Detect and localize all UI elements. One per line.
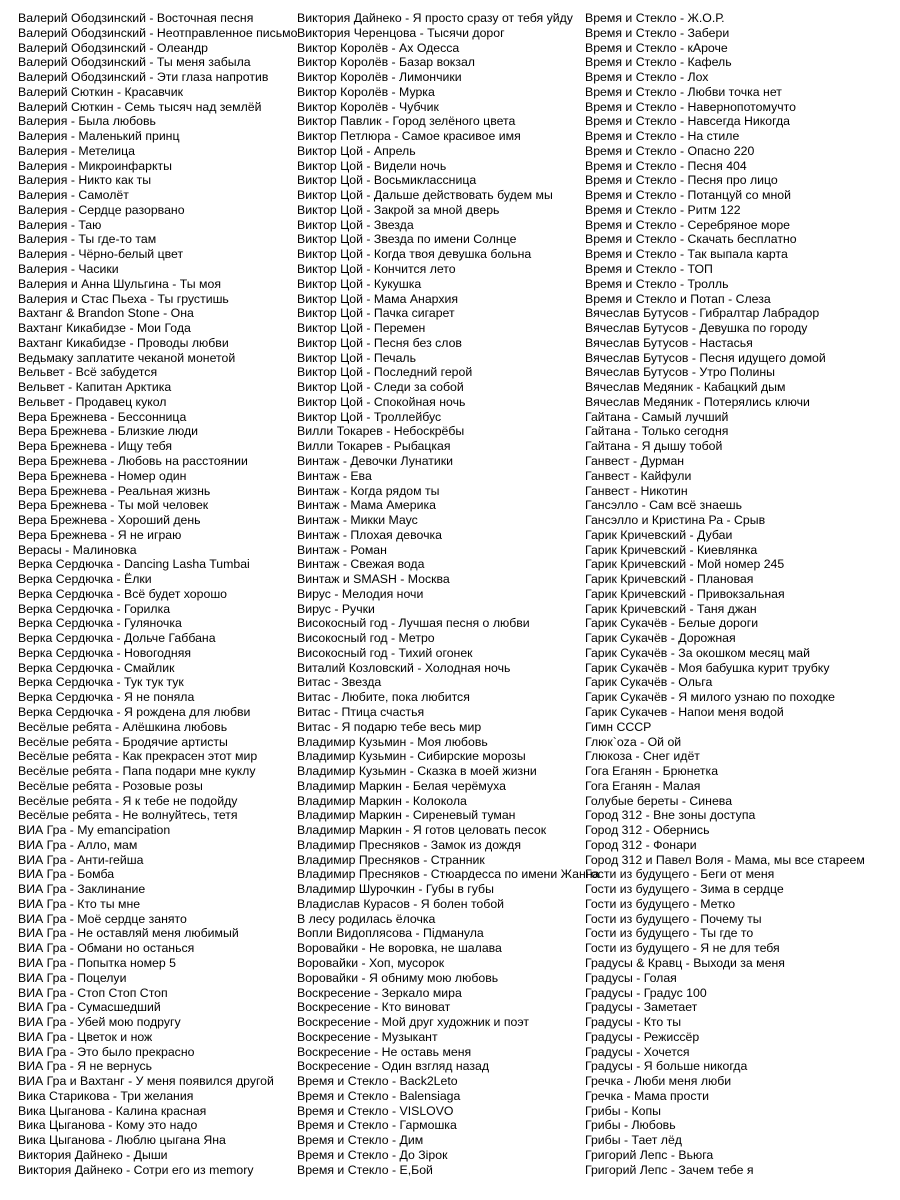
song-entry: Вопли Видоплясова - Пiдманула xyxy=(297,926,484,941)
song-entry: Весёлые ребята - Алёшкина любовь xyxy=(18,719,228,734)
song-entry: Время и Стекло - Кафель xyxy=(585,55,732,70)
song-entry: ВИА Гра - Поцелуи xyxy=(18,970,127,985)
song-entry: Виктор Цой - Следи за собой xyxy=(297,380,464,395)
song-entry: Валерия - Никто как ты xyxy=(18,173,152,188)
song-entry: Вельвет - Всё забудется xyxy=(18,365,158,380)
song-entry: Валерия и Стас Пьеха - Ты грустишь xyxy=(18,291,229,306)
song-entry: Вячеслав Бутусов - Утро Полины xyxy=(585,365,776,380)
song-entry: Вика Цыганова - Калина красная xyxy=(18,1103,207,1118)
song-entry: Виктор Цой - Восьмиклассница xyxy=(297,173,477,188)
song-entry: Гости из будущего - Ты где то xyxy=(585,926,754,941)
song-entry: Вельвет - Продавец кукол xyxy=(18,394,167,409)
song-entry: ВИА Гра - Кто ты мне xyxy=(18,896,141,911)
song-entry: Градусы - Хочется xyxy=(585,1044,690,1059)
song-entry: Воровайки - Хоп, мусорок xyxy=(297,956,445,970)
song-entry: Вахтанг Кикабидзе - Мои Года xyxy=(18,321,191,336)
song-entry: Время и Стекло - ТОП xyxy=(585,262,713,277)
song-entry: Вера Брежнева - Ты мой человек xyxy=(18,498,209,513)
song-entry: Владимир Пресняков - Странник xyxy=(297,852,485,867)
song-entry: ВИА Гра - Это было прекрасно xyxy=(18,1044,195,1059)
song-entry: Витас - Любите, пока любится xyxy=(297,690,470,705)
song-entry: Виктор Цой - Троллейбус xyxy=(297,409,442,424)
song-entry: Время и Стекло - Навернопотомучто xyxy=(585,99,796,114)
song-entry: Вячеслав Бутусов - Гибралтар Лабрадор xyxy=(585,306,820,321)
song-entry: Вера Брежнева - Близкие люди xyxy=(18,424,199,439)
song-entry: Время и Стекло - Серебряное море xyxy=(585,217,791,232)
song-entry: Гарик Сукачёв - Дорожная xyxy=(585,631,736,646)
song-entry: Вахтанг Кикабидзе - Проводы любви xyxy=(18,335,229,350)
song-column-1 xyxy=(18,11,303,1177)
song-entry: Винтаж и SMASH - Москва xyxy=(297,572,450,587)
song-entry: Градусы - Кто ты xyxy=(585,1015,682,1030)
song-entry: Гарик Сукачёв - Я милого узнаю по походке xyxy=(585,690,835,705)
song-entry: Виктория Черенцова - Тысячи дорог xyxy=(297,25,505,40)
song-entry: Воскресение - Зеркало мира xyxy=(297,985,462,1000)
song-entry: Градусы - Режиссёр xyxy=(585,1029,700,1044)
song-entry: Гайтана - Только сегодня xyxy=(585,424,729,439)
song-entry: Виктор Королёв - Лимончики xyxy=(297,70,462,85)
song-entry: Владимир Маркин - Белая черёмуха xyxy=(297,778,506,793)
song-entry: Валерия - Часики xyxy=(18,262,119,277)
song-entry: Виктор Цой - Звезда xyxy=(297,217,414,232)
song-entry: Виктор Цой - Песня без слов xyxy=(297,335,462,350)
song-entry: Градусы & Кравц - Выходи за меня xyxy=(585,956,785,970)
song-entry: Гайтана - Самый лучший xyxy=(585,409,729,424)
song-entry: Воровайки - Не воровка, не шалава xyxy=(297,941,502,956)
song-entry: Вилли Токарев - Рыбацкая xyxy=(297,439,451,454)
song-entry: Вера Брежнева - Бессонница xyxy=(18,409,187,424)
song-entry: Ведьмаку заплатите чеканой монетой xyxy=(18,350,236,365)
song-entry: Весёлые ребята - Как прекрасен этот мир xyxy=(18,749,258,764)
song-entry: ВИА Гра и Вахтанг - У меня появился другой xyxy=(18,1074,274,1089)
song-entry: Вячеслав Бутусов - Девушка по городу xyxy=(585,321,808,336)
song-entry: Город 312 - Обернись xyxy=(585,823,710,838)
song-entry: Время и Стекло - кАроче xyxy=(585,40,728,55)
song-entry: Гречка - Люби меня люби xyxy=(585,1074,732,1089)
song-entry: Виктор Цой - Кукушка xyxy=(297,276,422,291)
song-entry: Время и Стекло - Скачать бесплатно xyxy=(585,232,797,247)
song-entry: Валерия - Самолёт xyxy=(18,188,129,203)
song-entry: Время и Стекло - Опасно 220 xyxy=(585,143,755,158)
song-entry: Грибы - Любовь xyxy=(585,1118,676,1133)
song-entry: Вельвет - Капитан Арктика xyxy=(18,380,172,395)
song-entry: ВИА Гра - Стоп Стоп Стоп xyxy=(18,985,168,1000)
song-entry: Грибы - Тает лёд xyxy=(585,1133,682,1148)
song-entry: Владимир Кузьмин - Сибирские морозы xyxy=(297,749,526,764)
song-entry: Вахтанг & Brandon Stone - Она xyxy=(18,306,194,321)
song-entry: Весёлые ребята - Розовые розы xyxy=(18,778,203,793)
song-entry: Вера Брежнева - Ищу тебя xyxy=(18,439,173,454)
song-entry: Валерий Ободзинский - Олеандр xyxy=(18,40,208,55)
song-entry: Виктор Цой - Спокойная ночь xyxy=(297,394,466,409)
song-entry: Верка Сердючка - Смайлик xyxy=(18,660,175,675)
song-entry: Виктор Цой - Звезда по имени Солнце xyxy=(297,232,517,247)
song-entry: Гайтана - Я дышу тобой xyxy=(585,439,723,454)
song-entry: ВИА Гра - Попытка номер 5 xyxy=(18,956,176,970)
song-entry: Ганвест - Кайфули xyxy=(585,468,692,483)
song-entry: Високосный год - Метро xyxy=(297,631,435,646)
song-entry: Голубые береты - Синева xyxy=(585,793,733,808)
song-entry: Владимир Маркин - Сиреневый туман xyxy=(297,808,516,823)
song-entry: Виктор Королёв - Мурка xyxy=(297,84,435,99)
song-entry: Вика Цыганова - Люблю цыгана Яна xyxy=(18,1133,226,1148)
song-entry: Весёлые ребята - Бродячие артисты xyxy=(18,734,228,749)
song-entry: Время и Стекло - Песня про лицо xyxy=(585,173,778,188)
song-column-3 xyxy=(585,11,897,1177)
song-entry: Гости из будущего - Почему ты xyxy=(585,911,762,926)
song-entry: Виктор Цой - Последний герой xyxy=(297,365,473,380)
song-entry: Вирус - Ручки xyxy=(297,601,375,616)
song-entry: Верка Сердючка - Горилка xyxy=(18,601,171,616)
song-entry: Верка Сердючка - Новогодняя xyxy=(18,645,192,660)
song-entry: ВИА Гра - Я не вернусь xyxy=(18,1059,153,1074)
song-entry: Виктор Цой - Видели ночь xyxy=(297,158,447,173)
song-entry: Время и Стекло - Потанцуй со мной xyxy=(585,188,792,203)
song-entry: Виктор Королёв - Ах Одесса xyxy=(297,40,460,55)
song-entry: Гога Еганян - Брюнетка xyxy=(585,764,719,779)
song-entry: Виктор Цой - Апрель xyxy=(297,143,416,158)
song-entry: Гарик Кричевский - Дубаи xyxy=(585,527,733,542)
song-entry: Вячеслав Медяник - Кабацкий дым xyxy=(585,380,786,395)
song-entry: Виктор Королёв - Базар вокзал xyxy=(297,55,475,70)
song-entry: Валерия - Маленький принц xyxy=(18,129,180,144)
song-entry: Високосный год - Лучшая песня о любви xyxy=(297,616,530,631)
song-entry: Гарик Сукачёв - Белые дороги xyxy=(585,616,759,631)
song-entry: ВИА Гра - Не оставляй меня любимый xyxy=(18,926,239,941)
song-entry: Гансэлло - Сам всё знаешь xyxy=(585,498,743,513)
song-entry: Виктория Дайнеко - Сотри его из memory xyxy=(18,1162,254,1177)
song-entry: Весёлые ребята - Я к тебе не подойду xyxy=(18,793,238,808)
song-entry: Валерия - Таю xyxy=(18,217,102,232)
song-entry: Гарик Кричевский - Плановая xyxy=(585,572,754,587)
song-entry: Воскресение - Кто виноват xyxy=(297,1000,451,1015)
song-entry: Гансэлло и Кристина Ра - Срыв xyxy=(585,513,766,528)
song-entry: ВИА Гра - Моё сердце занято xyxy=(18,911,187,926)
song-entry: ВИА Гра - Сумасшедший xyxy=(18,1000,161,1015)
song-entry: Время и Стекло - Е,Бой xyxy=(297,1162,433,1177)
song-entry: Верка Сердючка - Ёлки xyxy=(18,572,152,587)
song-entry: Верка Сердючка - Всё будет хорошо xyxy=(18,586,228,601)
song-entry: Вера Брежнева - Номер один xyxy=(18,468,187,483)
song-entry: Вячеслав Бутусов - Песня идущего домой xyxy=(585,350,826,365)
song-entry: Гости из будущего - Беги от меня xyxy=(585,867,775,882)
song-entry: Время и Стекло - Дим xyxy=(297,1133,424,1148)
song-entry: Винтаж - Когда рядом ты xyxy=(297,483,440,498)
song-entry: Виктория Дайнеко - Я просто сразу от тебя уйду xyxy=(297,11,573,25)
song-entry: Время и Стекло - Забери xyxy=(585,25,730,40)
song-entry: Валерия - Сердце разорвано xyxy=(18,202,185,217)
song-entry: Гости из будущего - Зима в сердце xyxy=(585,882,784,897)
song-entry: Гости из будущего - Я не для тебя xyxy=(585,941,780,956)
song-entry: Винтаж - Ева xyxy=(297,468,372,483)
song-entry: Время и Стекло - Песня 404 xyxy=(585,158,747,173)
song-entry: Верасы - Малиновка xyxy=(18,542,137,557)
song-entry: Время и Стекло - На стиле xyxy=(585,129,740,144)
song-entry: Виктор Цой - Перемен xyxy=(297,321,426,336)
song-entry: ВИА Гра - My emancipation xyxy=(18,823,171,838)
song-entry: ВИА Гра - Анти-гейша xyxy=(18,852,144,867)
song-entry: Виктор Цой - Закрой за мной дверь xyxy=(297,202,500,217)
song-entry: Время и Стекло - Лох xyxy=(585,70,709,85)
song-entry: Валерий Ободзинский - Эти глаза напротив xyxy=(18,70,269,85)
song-entry: Владимир Маркин - Я готов целовать песок xyxy=(297,823,547,838)
song-entry: Время и Стекло - VISLOVO xyxy=(297,1103,454,1118)
song-entry: Валерий Ободзинский - Неотправленное письмо xyxy=(18,25,298,40)
song-entry: Валерий Сюткин - Красавчик xyxy=(18,84,183,99)
song-entry: Вячеслав Бутусов - Настасья xyxy=(585,335,753,350)
song-entry: Гарик Кричевский - Привокзальная xyxy=(585,586,785,601)
song-entry: Время и Стекло - Так выпала карта xyxy=(585,247,788,262)
song-entry: Витас - Птица счастья xyxy=(297,704,425,719)
song-entry: Винтаж - Свежая вода xyxy=(297,557,425,572)
song-entry: Гарик Кричевский - Мой номер 245 xyxy=(585,557,785,572)
song-entry: Город 312 - Фонари xyxy=(585,837,697,852)
song-entry: ВИА Гра - Бомба xyxy=(18,867,115,882)
song-entry: Валерий Сюткин - Семь тысяч над землёй xyxy=(18,99,262,114)
song-entry: Владимир Пресняков - Замок из дождя xyxy=(297,837,521,852)
song-entry: Верка Сердючка - Dancing Lasha Tumbai xyxy=(18,557,250,572)
song-entry: Витас - Я подарю тебе весь мир xyxy=(297,719,482,734)
song-entry: Виктор Цой - Когда твоя девушка больна xyxy=(297,247,532,262)
song-entry: Вера Брежнева - Хороший день xyxy=(18,513,201,528)
song-entry: Воскресение - Не оставь меня xyxy=(297,1044,472,1059)
song-entry: Верка Сердючка - Я рождена для любви xyxy=(18,704,251,719)
song-entry: Владимир Маркин - Колокола xyxy=(297,793,467,808)
song-entry: Владимир Шурочкин - Губы в губы xyxy=(297,882,494,897)
song-entry: Город 312 и Павел Воля - Мама, мы все стареем xyxy=(585,852,865,867)
song-entry: Градусы - Градус 100 xyxy=(585,985,707,1000)
song-entry: Вика Цыганова - Кому это надо xyxy=(18,1118,198,1133)
song-entry: Вика Старикова - Три желания xyxy=(18,1088,194,1103)
song-entry: Витас - Звезда xyxy=(297,675,382,690)
song-entry: ВИА Гра - Убей мою подругу xyxy=(18,1015,181,1030)
song-entry: Гарик Кричевский - Таня джан xyxy=(585,601,757,616)
song-entry: Винтаж - Роман xyxy=(297,542,387,557)
song-entry: ВИА Гра - Алло, мам xyxy=(18,837,138,852)
song-entry: Гарик Сукачев - Напои меня водой xyxy=(585,704,784,719)
song-entry: Верка Сердючка - Гуляночка xyxy=(18,616,182,631)
song-entry: Виктор Цой - Пачка сигарет xyxy=(297,306,455,321)
song-entry: Валерия - Метелица xyxy=(18,143,136,158)
song-entry: Винтаж - Мама Америка xyxy=(297,498,436,513)
song-entry: Время и Стекло - Back2Leto xyxy=(297,1074,458,1089)
song-entry: Владислав Курасов - Я болен тобой xyxy=(297,896,505,911)
song-entry: Вера Брежнева - Я не играю xyxy=(18,527,182,542)
song-entry: Весёлые ребята - Не волнуйтесь, тетя xyxy=(18,808,238,823)
song-entry: Вера Брежнева - Любовь на расстоянии xyxy=(18,453,248,468)
song-entry: Винтаж - Плохая девочка xyxy=(297,527,442,542)
song-entry: Вирус - Мелодия ночи xyxy=(297,586,424,601)
song-entry: Верка Сердючка - Я не поняла xyxy=(18,690,195,705)
song-entry: Время и Стекло - Balensiaga xyxy=(297,1088,461,1103)
song-entry: Гога Еганян - Малая xyxy=(585,778,701,793)
song-entry: Время и Стекло - До Зірок xyxy=(297,1147,448,1162)
song-entry: В лесу родилась ёлочка xyxy=(297,911,436,926)
song-entry: Гимн СССР xyxy=(585,719,652,734)
song-entry: Винтаж - Девочки Лунатики xyxy=(297,453,454,468)
song-entry: Верка Сердючка - Дольче Габбана xyxy=(18,631,216,646)
song-entry: Верка Сердючка - Тук тук тук xyxy=(18,675,184,690)
song-entry: Ганвест - Дурман xyxy=(585,453,685,468)
song-entry: ВИА Гра - Обмани но останься xyxy=(18,941,195,956)
song-entry: Виктор Петлюра - Самое красивое имя xyxy=(297,129,521,144)
song-entry: Виталий Козловский - Холодная ночь xyxy=(297,660,511,675)
song-entry: ВИА Гра - Заклинание xyxy=(18,882,146,897)
song-entry: ВИА Гра - Цветок и нож xyxy=(18,1029,153,1044)
song-entry: Воскресение - Мой друг художник и поэт xyxy=(297,1015,529,1030)
song-entry: Вилли Токарев - Небоскрёбы xyxy=(297,424,465,439)
song-entry: Время и Стекло - Ритм 122 xyxy=(585,202,741,217)
song-entry: Время и Стекло и Потап - Слеза xyxy=(585,291,771,306)
song-entry: Гарик Кричевский - Киевлянка xyxy=(585,542,758,557)
song-entry: Виктор Цой - Дальше действовать будем мы xyxy=(297,188,553,203)
song-entry: Григорий Лепс - Вьюга xyxy=(585,1147,714,1162)
song-entry: Город 312 - Вне зоны доступа xyxy=(585,808,756,823)
song-entry: Владимир Пресняков - Стюардесса по имени Жанна xyxy=(297,867,600,882)
song-entry: Воровайки - Я обниму мою любовь xyxy=(297,970,499,985)
song-entry: Валерия - Микроинфаркты xyxy=(18,158,172,173)
song-entry: Гречка - Мама прости xyxy=(585,1088,709,1103)
song-entry: Валерий Ободзинский - Восточная песня xyxy=(18,11,254,25)
song-entry: Градусы - Заметает xyxy=(585,1000,698,1015)
song-entry: Високосный год - Тихий огонек xyxy=(297,645,473,660)
song-entry: Глюкоза - Снег идёт xyxy=(585,749,700,764)
song-entry: Время и Стекло - Любви точка нет xyxy=(585,84,782,99)
song-entry: Виктор Цой - Печаль xyxy=(297,350,417,365)
song-entry: Вера Брежнева - Реальная жизнь xyxy=(18,483,211,498)
song-entry: Время и Стекло - Гармошка xyxy=(297,1118,457,1133)
song-entry: Воскресение - Один взгляд назад xyxy=(297,1059,490,1074)
song-entry: Валерия и Анна Шульгина - Ты моя xyxy=(18,276,221,291)
song-entry: Градусы - Голая xyxy=(585,970,677,985)
song-entry: Валерий Ободзинский - Ты меня забыла xyxy=(18,55,251,70)
song-entry: Время и Стекло - Навсегда Никогда xyxy=(585,114,791,129)
song-entry: Валерия - Чёрно-белый цвет xyxy=(18,247,184,262)
song-entry: Гарик Сукачёв - Ольга xyxy=(585,675,713,690)
song-entry: Градусы - Я больше никогда xyxy=(585,1059,748,1074)
song-entry: Владимир Кузьмин - Сказка в моей жизни xyxy=(297,764,537,779)
song-entry: Грибы - Копы xyxy=(585,1103,661,1118)
song-entry: Виктор Королёв - Чубчик xyxy=(297,99,439,114)
song-entry: Винтаж - Микки Маус xyxy=(297,513,418,528)
song-entry: Гости из будущего - Метко xyxy=(585,896,736,911)
song-entry: Владимир Кузьмин - Моя любовь xyxy=(297,734,488,749)
song-entry: Гарик Сукачёв - За окошком месяц май xyxy=(585,645,810,660)
song-entry: Весёлые ребята - Папа подари мне куклу xyxy=(18,764,256,779)
song-entry: Валерия - Ты где-то там xyxy=(18,232,157,247)
song-entry: Глюк`oza - Ой ой xyxy=(585,734,682,749)
song-entry: Воскресение - Музыкант xyxy=(297,1029,438,1044)
song-entry: Время и Стекло - Ж.О.Р. xyxy=(585,11,725,25)
song-entry: Вячеслав Медяник - Потерялись ключи xyxy=(585,394,810,409)
song-entry: Время и Стекло - Тролль xyxy=(585,276,729,291)
song-entry: Виктор Цой - Мама Анархия xyxy=(297,291,459,306)
song-entry: Ганвест - Никотин xyxy=(585,483,688,498)
song-entry: Валерия - Была любовь xyxy=(18,114,156,129)
song-column-2 xyxy=(297,11,600,1177)
song-entry: Гарик Сукачёв - Моя бабушка курит трубку xyxy=(585,660,830,675)
song-entry: Виктор Цой - Кончится лето xyxy=(297,262,456,277)
song-entry: Виктория Дайнеко - Дыши xyxy=(18,1147,168,1162)
song-entry: Григорий Лепс - Зачем тебе я xyxy=(585,1162,754,1177)
song-entry: Виктор Павлик - Город зелёного цвета xyxy=(297,114,516,129)
